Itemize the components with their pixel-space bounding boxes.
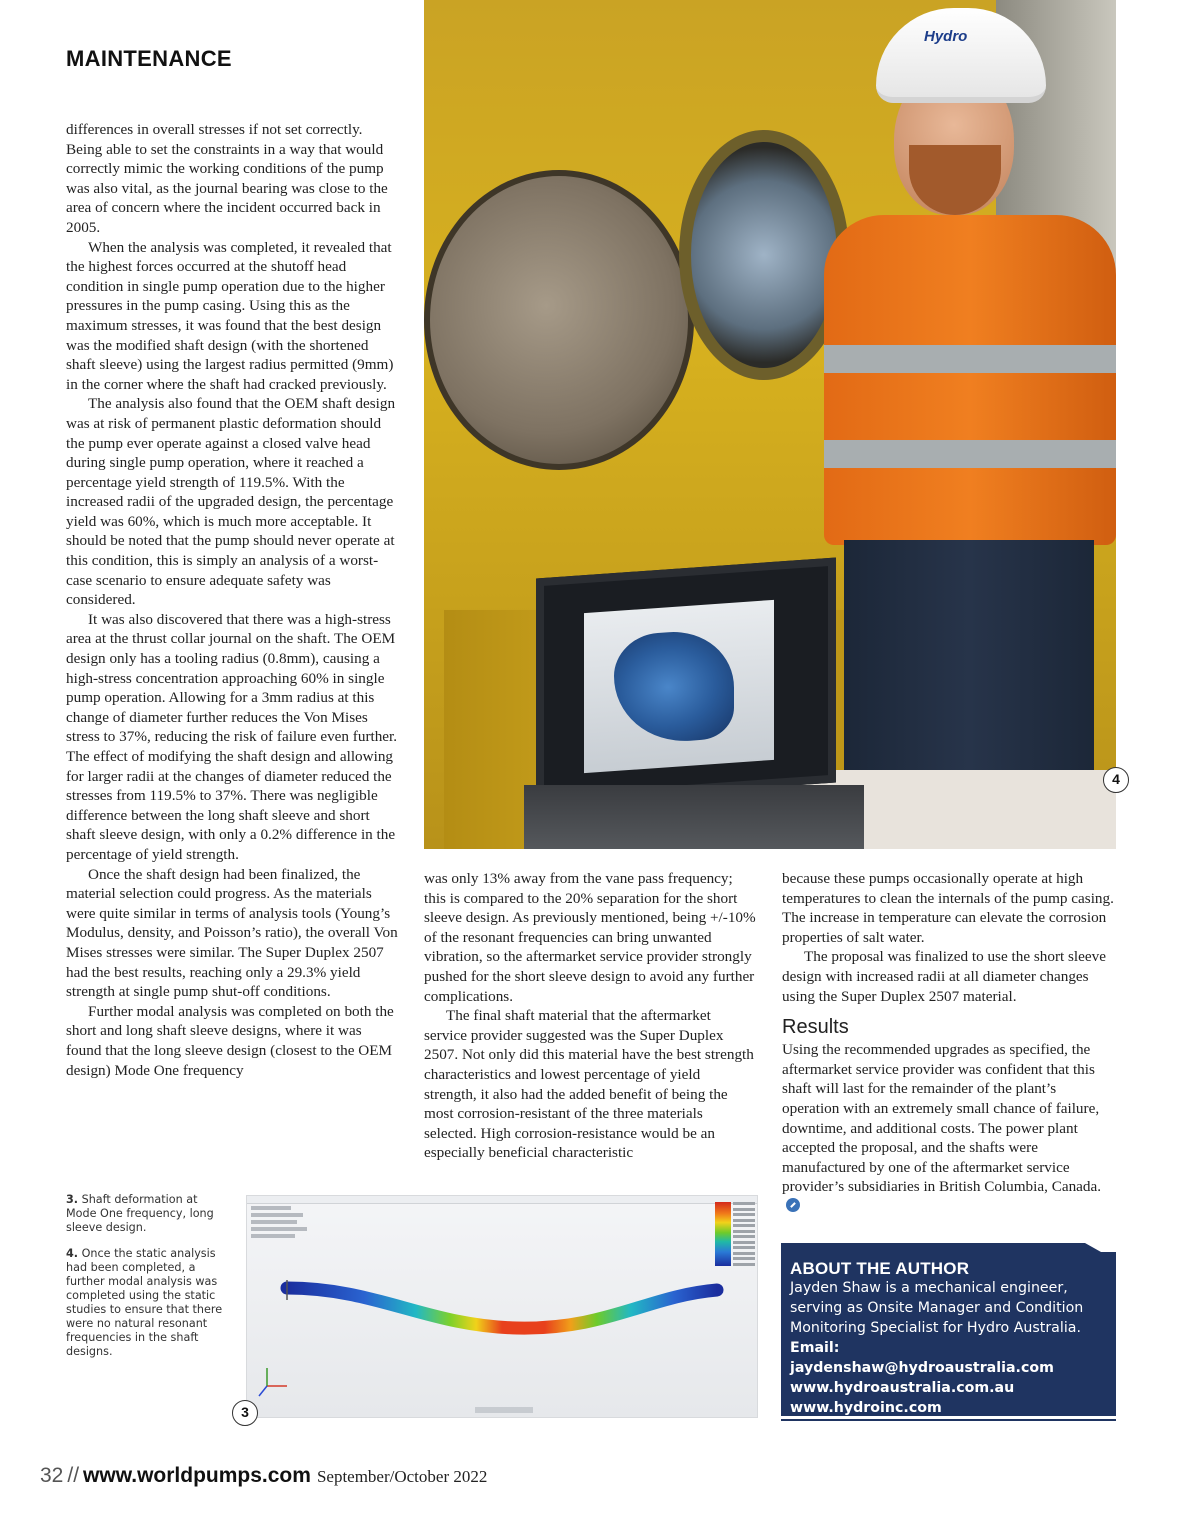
paragraph: Further modal analysis was completed on both the short and long shaft sleeve designs, where it was found that the long sleeve design (closest to the OEM design) Mode One frequency <box>66 1002 394 1079</box>
footer-separator: // <box>67 1464 80 1487</box>
paragraph: Once the shaft design had been finalized, the material selection could progress. As the materials were quite similar in terms of analysis tools (Young’s Modulus, density, and Poisson’s ratio), the overall Von Mises stresses were similar. The Super Duplex 2507 had the best results, reaching only a 29.3% yield strength at single pump shut-off conditions. <box>66 865 398 1001</box>
axis-z-icon <box>259 1386 267 1396</box>
caption-number: 3. <box>66 1193 79 1206</box>
author-bio: Jayden Shaw is a mechanical engineer, serving as Onsite Manager and Condition Monitoring Specialist for Hydro Australia. <box>790 1280 1084 1336</box>
hard-hat-logo: Hydro <box>924 28 968 45</box>
caption-figure-4 <box>66 1247 224 1359</box>
issue-date: September/October 2022 <box>316 1467 488 1486</box>
about-the-author-box <box>781 1252 1116 1416</box>
figure-3-number: 3 <box>232 1400 258 1426</box>
figure-4-number: 4 <box>1103 767 1129 793</box>
shaft-deformation-figure <box>246 1195 758 1418</box>
paragraph: was only 13% away from the vane pass frequency; this is compared to the 20% separation for the short sleeve design. As previously mentioned, being +/-10% of the resonant frequencies can bring unwanted vibration, so the aftermarket service provider strongly pushed for the short sleeve design to avoid any further complications. <box>424 870 756 1005</box>
engineer-photo <box>424 0 1116 849</box>
author-box-underline <box>781 1419 1116 1421</box>
caption-figure-3 <box>66 1193 224 1235</box>
deformed-shaft-graphic <box>247 1196 759 1419</box>
photo-laptop-keyboard <box>524 785 864 849</box>
author-email[interactable]: Email: jaydenshaw@hydroaustralia.com <box>790 1340 1054 1376</box>
photo-reflective-stripe <box>824 440 1116 468</box>
paragraph: The final shaft material that the aftermarket service provider suggested was the Super Duplex 2507. Not only did this material have the best strength characteristics and lowest percentage of yield strength, it also had the added benefit of being the most corrosion-resistant of the three materials selected. High corrosion-resistance would be an especially beneficial characteristic <box>424 1007 754 1162</box>
author-website-link[interactable]: www.hydroaustralia.com.au <box>790 1380 1015 1396</box>
caption-text: Once the static analysis had been completed, a further modal analysis was completed using the static studies to ensure that there were no natural resonant frequencies in the shaft designs. <box>66 1247 223 1358</box>
end-of-article-icon <box>786 1198 800 1212</box>
photo-laptop-screen <box>536 558 836 804</box>
results-text: Using the recommended upgrades as specified, the aftermarket service provider was confident that this shaft will last for the remainder of the plant’s operation with an extremely small chance of failure, downtime, and additional costs. The power plant accepted the proposal, and the shafts were manufactured by one of the aftermarket service provider’s subsidiaries in British Columbia, Canada. <box>782 1041 1102 1196</box>
photo-reflective-stripe <box>824 345 1116 373</box>
figure-captions <box>66 1193 224 1371</box>
footer-website-link[interactable]: www.worldpumps.com <box>83 1464 311 1487</box>
shaft-mesh <box>287 1288 717 1328</box>
article-column-2 <box>424 869 756 1163</box>
section-label: MAINTENANCE <box>66 46 232 71</box>
paragraph: It was also discovered that there was a high-stress area at the thrust collar journal on the shaft. The OEM design only has a tooling radius (0.8mm), causing a high-stress concentration approaching 60% in single pump operation. Allowing for a 3mm radius at this change of diameter further reduces the Von Mises stress to 37%, reducing the risk of failure even further. The effect of modifying the shaft design and allowing for larger radii at the changes of diameter reduced the stresses from 119.5% to 37%. There was negligible difference between the long shaft sleeve and short shaft sleeve design, with only a 0.2% difference in the percentage of yield strength. <box>66 610 398 863</box>
author-website-link[interactable]: www.hydroinc.com <box>790 1400 942 1416</box>
paragraph: The analysis also found that the OEM shaft design was at risk of permanent plastic deformation should the pump ever operate against a closed valve head during single pump operation, where it reached a percentage yield strength of 119.5%. With the increased radii of the upgraded design, the percentage yield was 60%, which is much more acceptable. It should be noted that the pump should never operate at this condition, this is simply an analysis of a worst-case scenario to ensure adequate safety was considered. <box>66 395 396 609</box>
photo-pump-cover <box>424 170 694 470</box>
caption-number: 4. <box>66 1247 79 1260</box>
paragraph: The proposal was finalized to use the short sleeve design with increased radii at all diameter changes using the Super Duplex 2507 material. <box>782 948 1106 1005</box>
article-column-3 <box>782 869 1116 1217</box>
author-heading: ABOUT THE AUTHOR <box>790 1259 970 1278</box>
photo-engineer-shirt <box>824 215 1116 545</box>
laptop-model-view <box>584 600 774 773</box>
paragraph: differences in overall stresses if not set correctly. Being able to set the constraints in a way that would correctly mimic the working conditions of the pump was also vital, as the journal bearing was close to the area of concern where the incident occurred back in 2005. <box>66 121 388 236</box>
view-controls-bar <box>475 1407 533 1413</box>
article-column-1 <box>66 120 400 1080</box>
page-number: 32 <box>40 1464 64 1487</box>
paragraph: When the analysis was completed, it revealed that the highest forces occurred at the shutoff head condition in single pump operation due to the higher pressures in the pump casing. Using this as the maximum stresses, it was found that the best design was the modified shaft design (with the shortened shaft sleeve) using the largest radius permitted (9mm) in the corner where the shaft had cracked previously. <box>66 238 394 393</box>
page-footer <box>40 1464 487 1488</box>
caption-text: Shaft deformation at Mode One frequency, long sleeve design. <box>66 1193 214 1234</box>
paragraph <box>782 1040 1116 1216</box>
results-heading: Results <box>782 1016 849 1039</box>
author-box-tab <box>781 1243 1101 1252</box>
paragraph: because these pumps occasionally operate at high temperatures to clean the internals of the pump casing. The increase in temperature can elevate the corrosion properties of salt water. <box>782 870 1114 946</box>
